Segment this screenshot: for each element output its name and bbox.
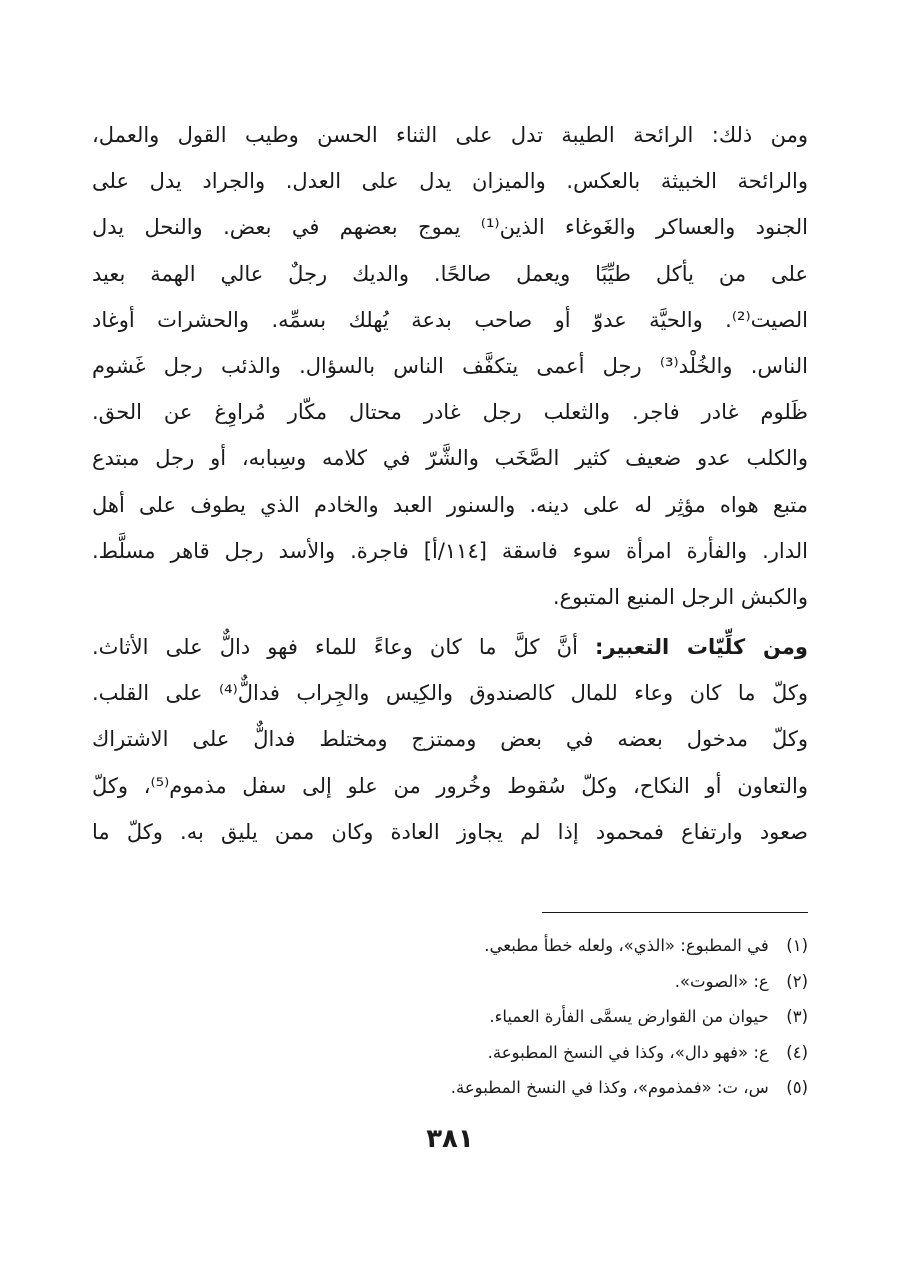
footnote-item xyxy=(92,1070,808,1106)
text-fragment: أنَّ كلَّ ما كان وعاءً للماء فهو دالٌّ على الأثاث. xyxy=(92,635,596,660)
main-text xyxy=(92,112,808,855)
footnote-number: (٢) xyxy=(786,971,808,991)
text-line: وكلّ مدخول بعضه في بعض وممتزج ومختلط فدالٌّ على الاشتراك xyxy=(92,727,808,752)
footnote-item xyxy=(92,928,808,964)
section-heading: ومن كلِّيّات التعبير: xyxy=(595,635,808,660)
text-line-heading xyxy=(92,624,808,670)
text-line: الدار. والفأرة امرأة سوء فاسقة [١١٤/أ] فاجرة. والأسد رجل قاهر مسلَّط. xyxy=(92,538,808,563)
footnote-item xyxy=(92,964,808,1000)
text-line: والتعاون أو النكاح، وكلّ سُقوط وخُرور من علو إلى سفل مذموم⁽⁵⁾، وكلّ xyxy=(92,773,808,798)
text-line: والكلب عدو ضعيف كثير الصَّخَب والشَّرّ في كلامه وسِبابه، أو رجل مبتدع xyxy=(92,446,808,471)
text-line: وكلّ ما كان وعاء للمال كالصندوق والكِيس والجِراب فدالٌّ⁽⁴⁾ على القلب. xyxy=(92,681,808,706)
footnote-separator xyxy=(542,912,808,913)
footnote-text: حيوان من القوارض يسمَّى الفأرة العمياء. xyxy=(489,1007,769,1026)
footnote-number: (٣) xyxy=(786,1007,808,1026)
text-line: والرائحة الخبيثة بالعكس. والميزان يدل على العدل. والجراد يدل على xyxy=(92,169,808,194)
footnote-text: س، ت: «فمذموم»، وكذا في النسخ المطبوعة. xyxy=(450,1078,769,1097)
text-line: متبع هواه مؤثِر له على دينه. والسنور العبد والخادم الذي يطوف على أهل xyxy=(92,492,808,517)
text-line: والكبش الرجل المنيع المتبوع. xyxy=(552,584,808,609)
text-line: الناس. والخُلْد⁽³⁾ رجل أعمى يتكفَّف الناس بالسؤال. والذئب رجل غَشوم xyxy=(92,353,808,378)
text-line: صعود وارتفاع فمحمود إذا لم يجاوز العادة وكان ممن يليق به. وكلّ ما xyxy=(92,819,808,844)
footnote-text: ع: «الصوت». xyxy=(674,971,769,991)
footnote-text: في المطبوع: «الذي»، ولعله خطأ مطبعي. xyxy=(484,936,769,955)
text-line: على من يأكل طيِّبًا ويعمل صالحًا. والديك رجلٌ عالي الهمة بعيد xyxy=(92,261,808,286)
footnote-number: (٤) xyxy=(786,1042,808,1062)
footnote-item xyxy=(92,1035,808,1071)
text-line: الجنود والعساكر والغَوغاء الذين⁽¹⁾ يموج بعضهم في بعض. والنحل يدل xyxy=(92,215,808,240)
footnotes xyxy=(92,928,808,1106)
footnote-number: (١) xyxy=(786,936,808,955)
footnote-item xyxy=(92,999,808,1035)
footnote-number: (٥) xyxy=(786,1078,808,1097)
text-line: ومن ذلك: الرائحة الطيبة تدل على الثناء الحسن وطيب القول والعمل، xyxy=(92,123,808,147)
page-number: ٣٨١ xyxy=(426,1124,474,1154)
footnote-text: ع: «فهو دال»، وكذا في النسخ المطبوعة. xyxy=(487,1042,769,1062)
text-line: الصيت⁽²⁾. والحيَّة عدوّ أو صاحب بدعة يُهلك بسمِّه. والحشرات أوغاد xyxy=(92,307,808,332)
text-line: ظَلوم غادر فاجر. والثعلب رجل غادر محتال مكّار مُراوِغ عن الحق. xyxy=(92,400,808,425)
